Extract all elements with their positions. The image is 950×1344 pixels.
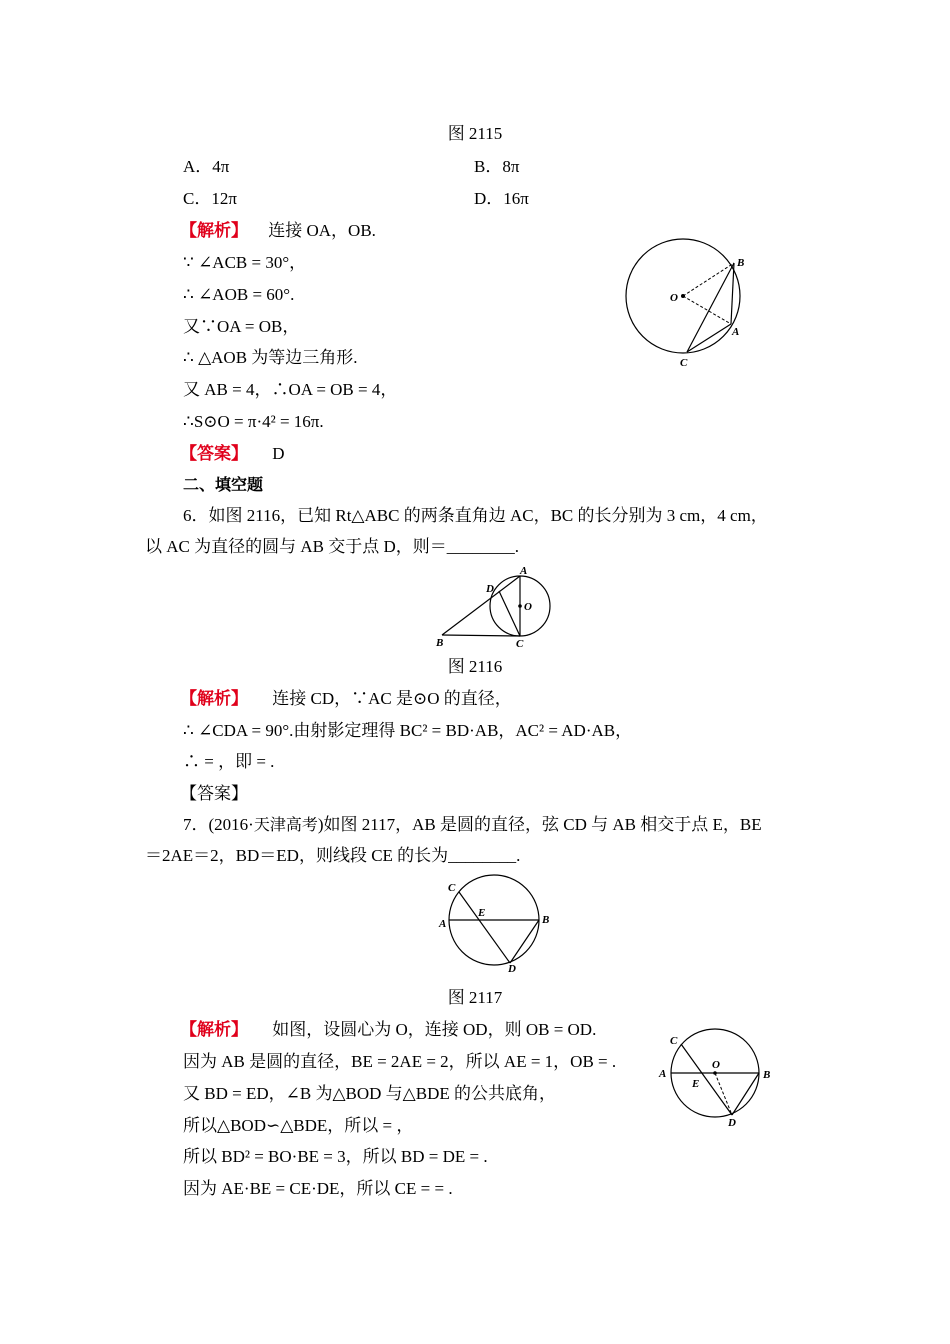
solution-step: ∴ ∠AOB = 60°. <box>183 285 295 304</box>
solution-step: ∴ ∠CDA = 90°.由射影定理得 BC² = BD·AB，AC² = AD·AB， <box>183 721 633 740</box>
problem7-prefix: 7．(2016· <box>183 815 254 834</box>
label-b: B <box>763 1069 771 1081</box>
solution-step: 连接 OA，OB. <box>268 221 376 240</box>
figure-caption-2116: 图 2116 <box>447 657 503 676</box>
option-d: D．16π <box>474 189 529 208</box>
label-d: D <box>486 583 494 595</box>
figure-2115 <box>620 234 760 374</box>
label-o: O <box>712 1059 720 1071</box>
figure-caption-2115: 图 2115 <box>447 124 503 143</box>
jiexi-line-7 <box>180 1019 596 1041</box>
problem7-source: 天津高考 <box>253 815 318 834</box>
option-b: B．8π <box>474 157 520 176</box>
solution-step: 因为 AB 是圆的直径，BE = 2AE = 2，所以 AE = 1，OB = . <box>183 1052 617 1071</box>
label-e: E <box>692 1078 700 1090</box>
solution-step: ∴S⊙O = π·4² = 16π. <box>183 412 324 431</box>
label-o: O <box>670 292 678 304</box>
solution-step: ∵ ∠ACB = 30°， <box>183 253 307 272</box>
solution-step: 又∵OA = OB， <box>183 317 300 336</box>
figure-2116 <box>430 562 570 652</box>
jiexi-tag: 【解析】 <box>180 221 248 240</box>
solution-step: 连接 CD，∵AC 是⊙O 的直径， <box>272 689 512 708</box>
solution-step: ∴ = ，即 = . <box>183 752 275 771</box>
option-c: C．12π <box>183 189 237 208</box>
problem7-text-2: ＝2AE＝2，BD＝ED，则线段 CE 的长为________. <box>145 846 521 865</box>
label-d: D <box>508 963 516 975</box>
figure-caption-2117: 图 2117 <box>447 988 503 1007</box>
label-a: A <box>439 918 447 930</box>
solution-step: 所以 BD² = BO·BE = 3，所以 BD = DE = . <box>183 1147 488 1166</box>
label-c: C <box>680 357 688 369</box>
figure-2117 <box>434 872 564 982</box>
option-a: A．4π <box>183 157 230 176</box>
problem7-body: )如图 2117，AB 是圆的直径，弦 CD 与 AB 相交于点 E，BE <box>317 815 762 834</box>
label-b: B <box>542 914 550 926</box>
label-a: A <box>732 326 740 338</box>
problem7-text-1 <box>183 814 762 836</box>
answer-tag: 【答案】 <box>180 444 248 463</box>
label-o: O <box>524 601 532 613</box>
problem6-text-2: 以 AC 为直径的圆与 AB 交于点 D，则＝________. <box>145 537 520 556</box>
section-title: 二、填空题 <box>183 475 264 494</box>
label-a: A <box>520 565 528 577</box>
solution-step: 如图，设圆心为 O，连接 OD，则 OB = OD. <box>272 1020 597 1039</box>
figure-2117-solution <box>656 1026 781 1136</box>
jiexi-line-1 <box>180 220 376 242</box>
answer-value: D <box>272 444 285 463</box>
label-c: C <box>670 1035 678 1047</box>
jiexi-tag: 【解析】 <box>180 1020 248 1039</box>
answer-line <box>180 443 285 465</box>
label-b: B <box>737 257 745 269</box>
solution-step: 所以△BOD∽△BDE，所以 = ， <box>183 1116 414 1135</box>
solution-step: ∴ △AOB 为等边三角形. <box>183 348 358 367</box>
label-c: C <box>448 882 456 894</box>
problem6-text-1: 6．如图 2116，已知 Rt△ABC 的两条直角边 AC，BC 的长分别为 3 cm，4 cm， <box>183 506 768 525</box>
answer-tag-6: 【答案】 <box>180 784 248 803</box>
jiexi-line-6 <box>180 688 512 710</box>
jiexi-tag: 【解析】 <box>180 689 248 708</box>
label-c: C <box>516 638 524 650</box>
solution-step: 又 AB = 4，∴OA = OB = 4， <box>183 380 398 399</box>
label-e: E <box>478 907 486 919</box>
label-b: B <box>436 637 444 649</box>
solution-step: 因为 AE·BE = CE·DE，所以 CE = = . <box>183 1179 453 1198</box>
label-d: D <box>728 1117 736 1129</box>
label-a: A <box>659 1068 667 1080</box>
solution-step: 又 BD = ED，∠B 为△BOD 与△BDE 的公共底角， <box>183 1084 556 1103</box>
